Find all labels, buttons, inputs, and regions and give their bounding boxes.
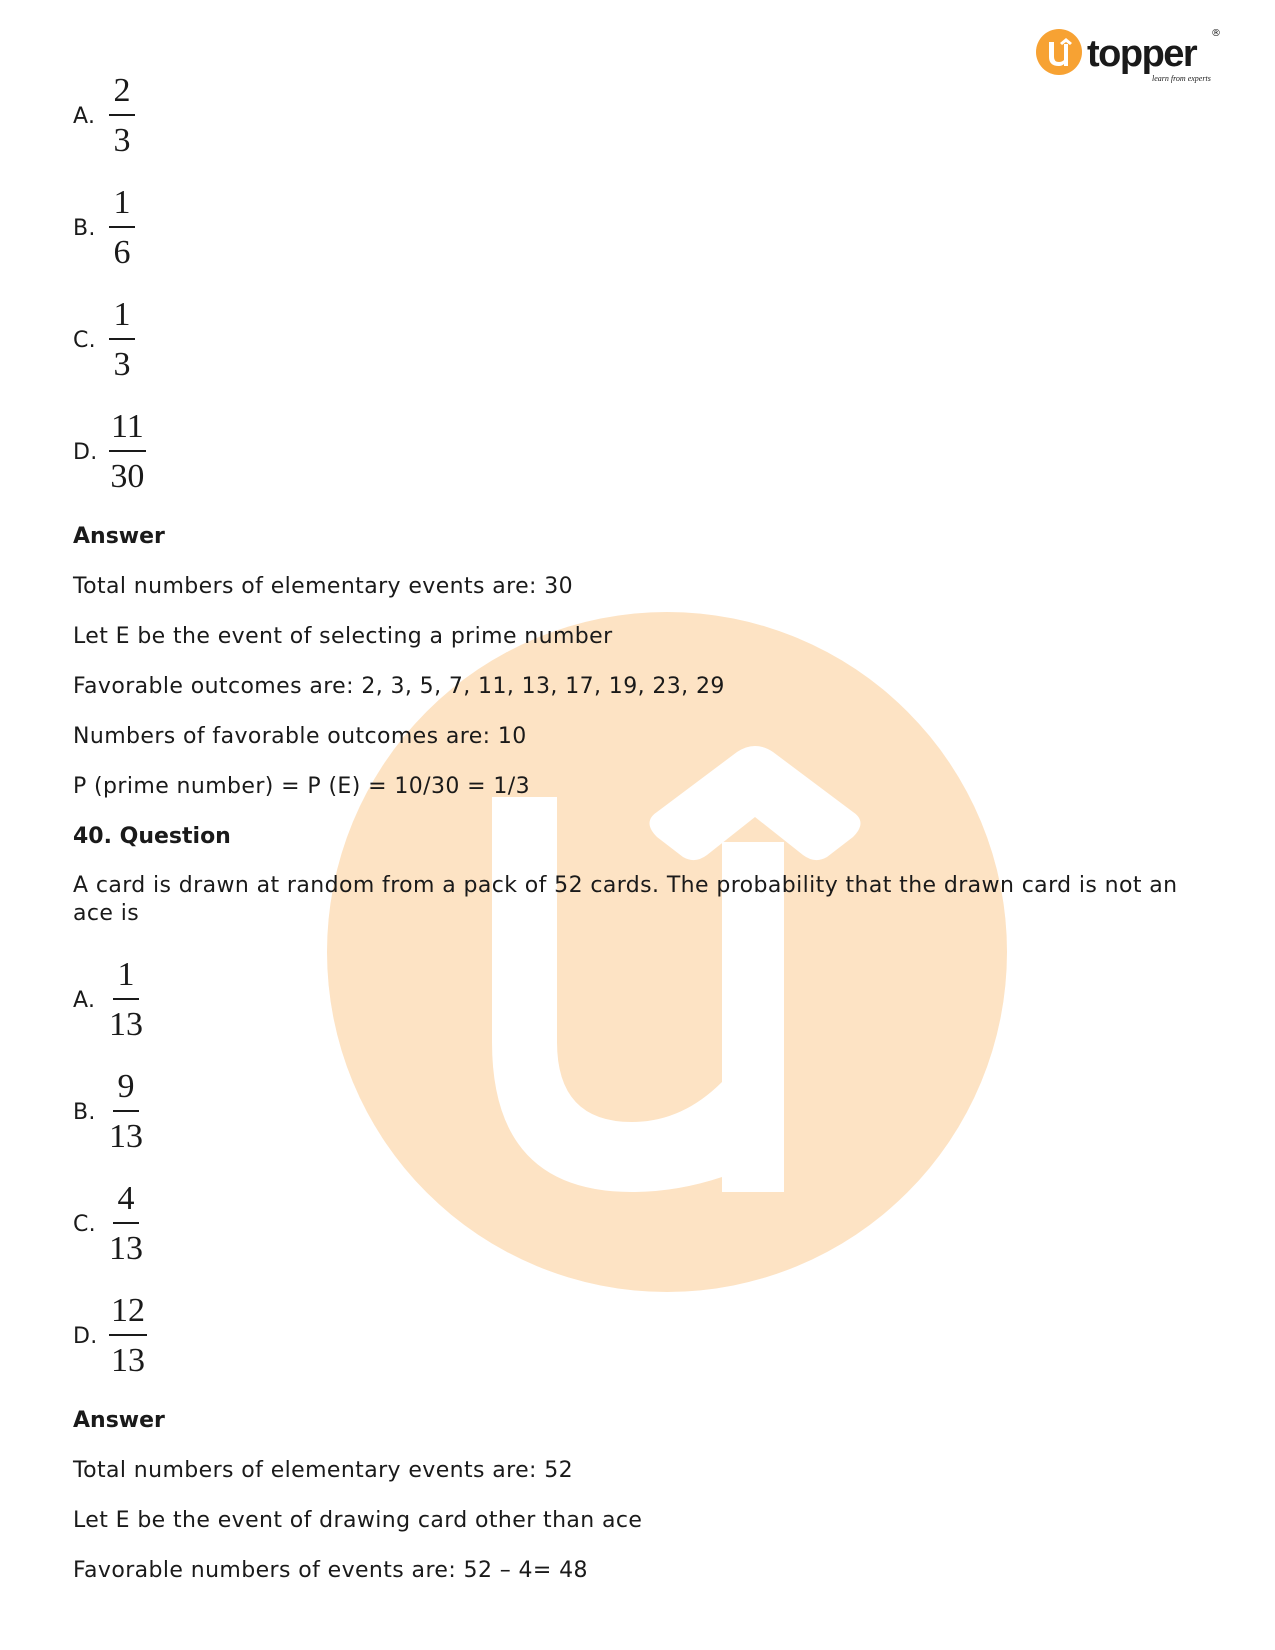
fraction [109,186,135,270]
fraction [109,1070,143,1154]
q40-options [73,944,1203,1392]
registered-mark: ® [1211,28,1221,39]
fraction [109,1294,147,1378]
answer-line: Favorable outcomes are: 2, 3, 5, 7, 11, 13, 17, 19, 23, 29 [73,674,725,699]
q39-options [73,60,1203,508]
q40-option-c [73,1168,1203,1280]
denominator: 3 [113,346,131,383]
option-label: A. [73,103,96,129]
q40-option-b [73,1056,1203,1168]
fraction [109,410,146,494]
q39-option-a [73,60,1203,172]
option-label: D. [73,1323,98,1349]
denominator: 13 [109,1006,143,1043]
answer-line: P (prime number) = P (E) = 10/30 = 1/3 [73,774,530,799]
q39-option-d [73,396,1203,508]
fraction [109,298,135,382]
answer-line: Total numbers of elementary events are: 30 [73,574,574,599]
fraction [109,958,143,1042]
denominator: 30 [110,458,145,495]
denominator: 13 [109,1118,143,1155]
numerator: 9 [113,1070,139,1112]
answer-line: Total numbers of elementary events are: 52 [73,1458,574,1483]
topper-logo [1035,24,1235,94]
answer-heading: Answer [73,1408,165,1433]
option-label: D. [73,439,98,465]
fraction [109,1182,143,1266]
numerator: 1 [109,186,135,228]
answer-heading: Answer [73,524,165,549]
question-heading: 40. Question [73,824,231,849]
option-label: A. [73,987,96,1013]
answer-line: Let E be the event of drawing card other than ace [73,1508,643,1533]
option-label: C. [73,1211,96,1237]
q39-option-c [73,284,1203,396]
answer-line: Let E be the event of selecting a prime number [73,624,613,649]
numerator: 12 [109,1294,147,1336]
numerator: 11 [109,410,146,452]
q40-option-d [73,1280,1203,1392]
option-label: B. [73,1099,96,1125]
denominator: 13 [111,1342,145,1379]
question-text: A card is drawn at random from a pack of 52 cards. The probability that the drawn card is not an ace is [73,873,1178,926]
option-label: C. [73,327,96,353]
logo-tagline: learn from experts [1152,74,1211,83]
numerator: 1 [109,298,135,340]
numerator: 2 [109,74,135,116]
denominator: 3 [113,122,131,159]
option-label: B. [73,215,96,241]
logo-brand-text: topper [1087,33,1197,75]
q39-option-b [73,172,1203,284]
denominator: 6 [113,234,131,271]
fraction [109,74,135,158]
denominator: 13 [109,1230,143,1267]
q40-option-a [73,944,1203,1056]
answer-line: Favorable numbers of events are: 52 – 4= 48 [73,1558,588,1583]
u-arrow-icon [1036,29,1082,75]
numerator: 1 [113,958,139,1000]
numerator: 4 [113,1182,139,1224]
answer-line: Numbers of favorable outcomes are: 10 [73,724,527,749]
